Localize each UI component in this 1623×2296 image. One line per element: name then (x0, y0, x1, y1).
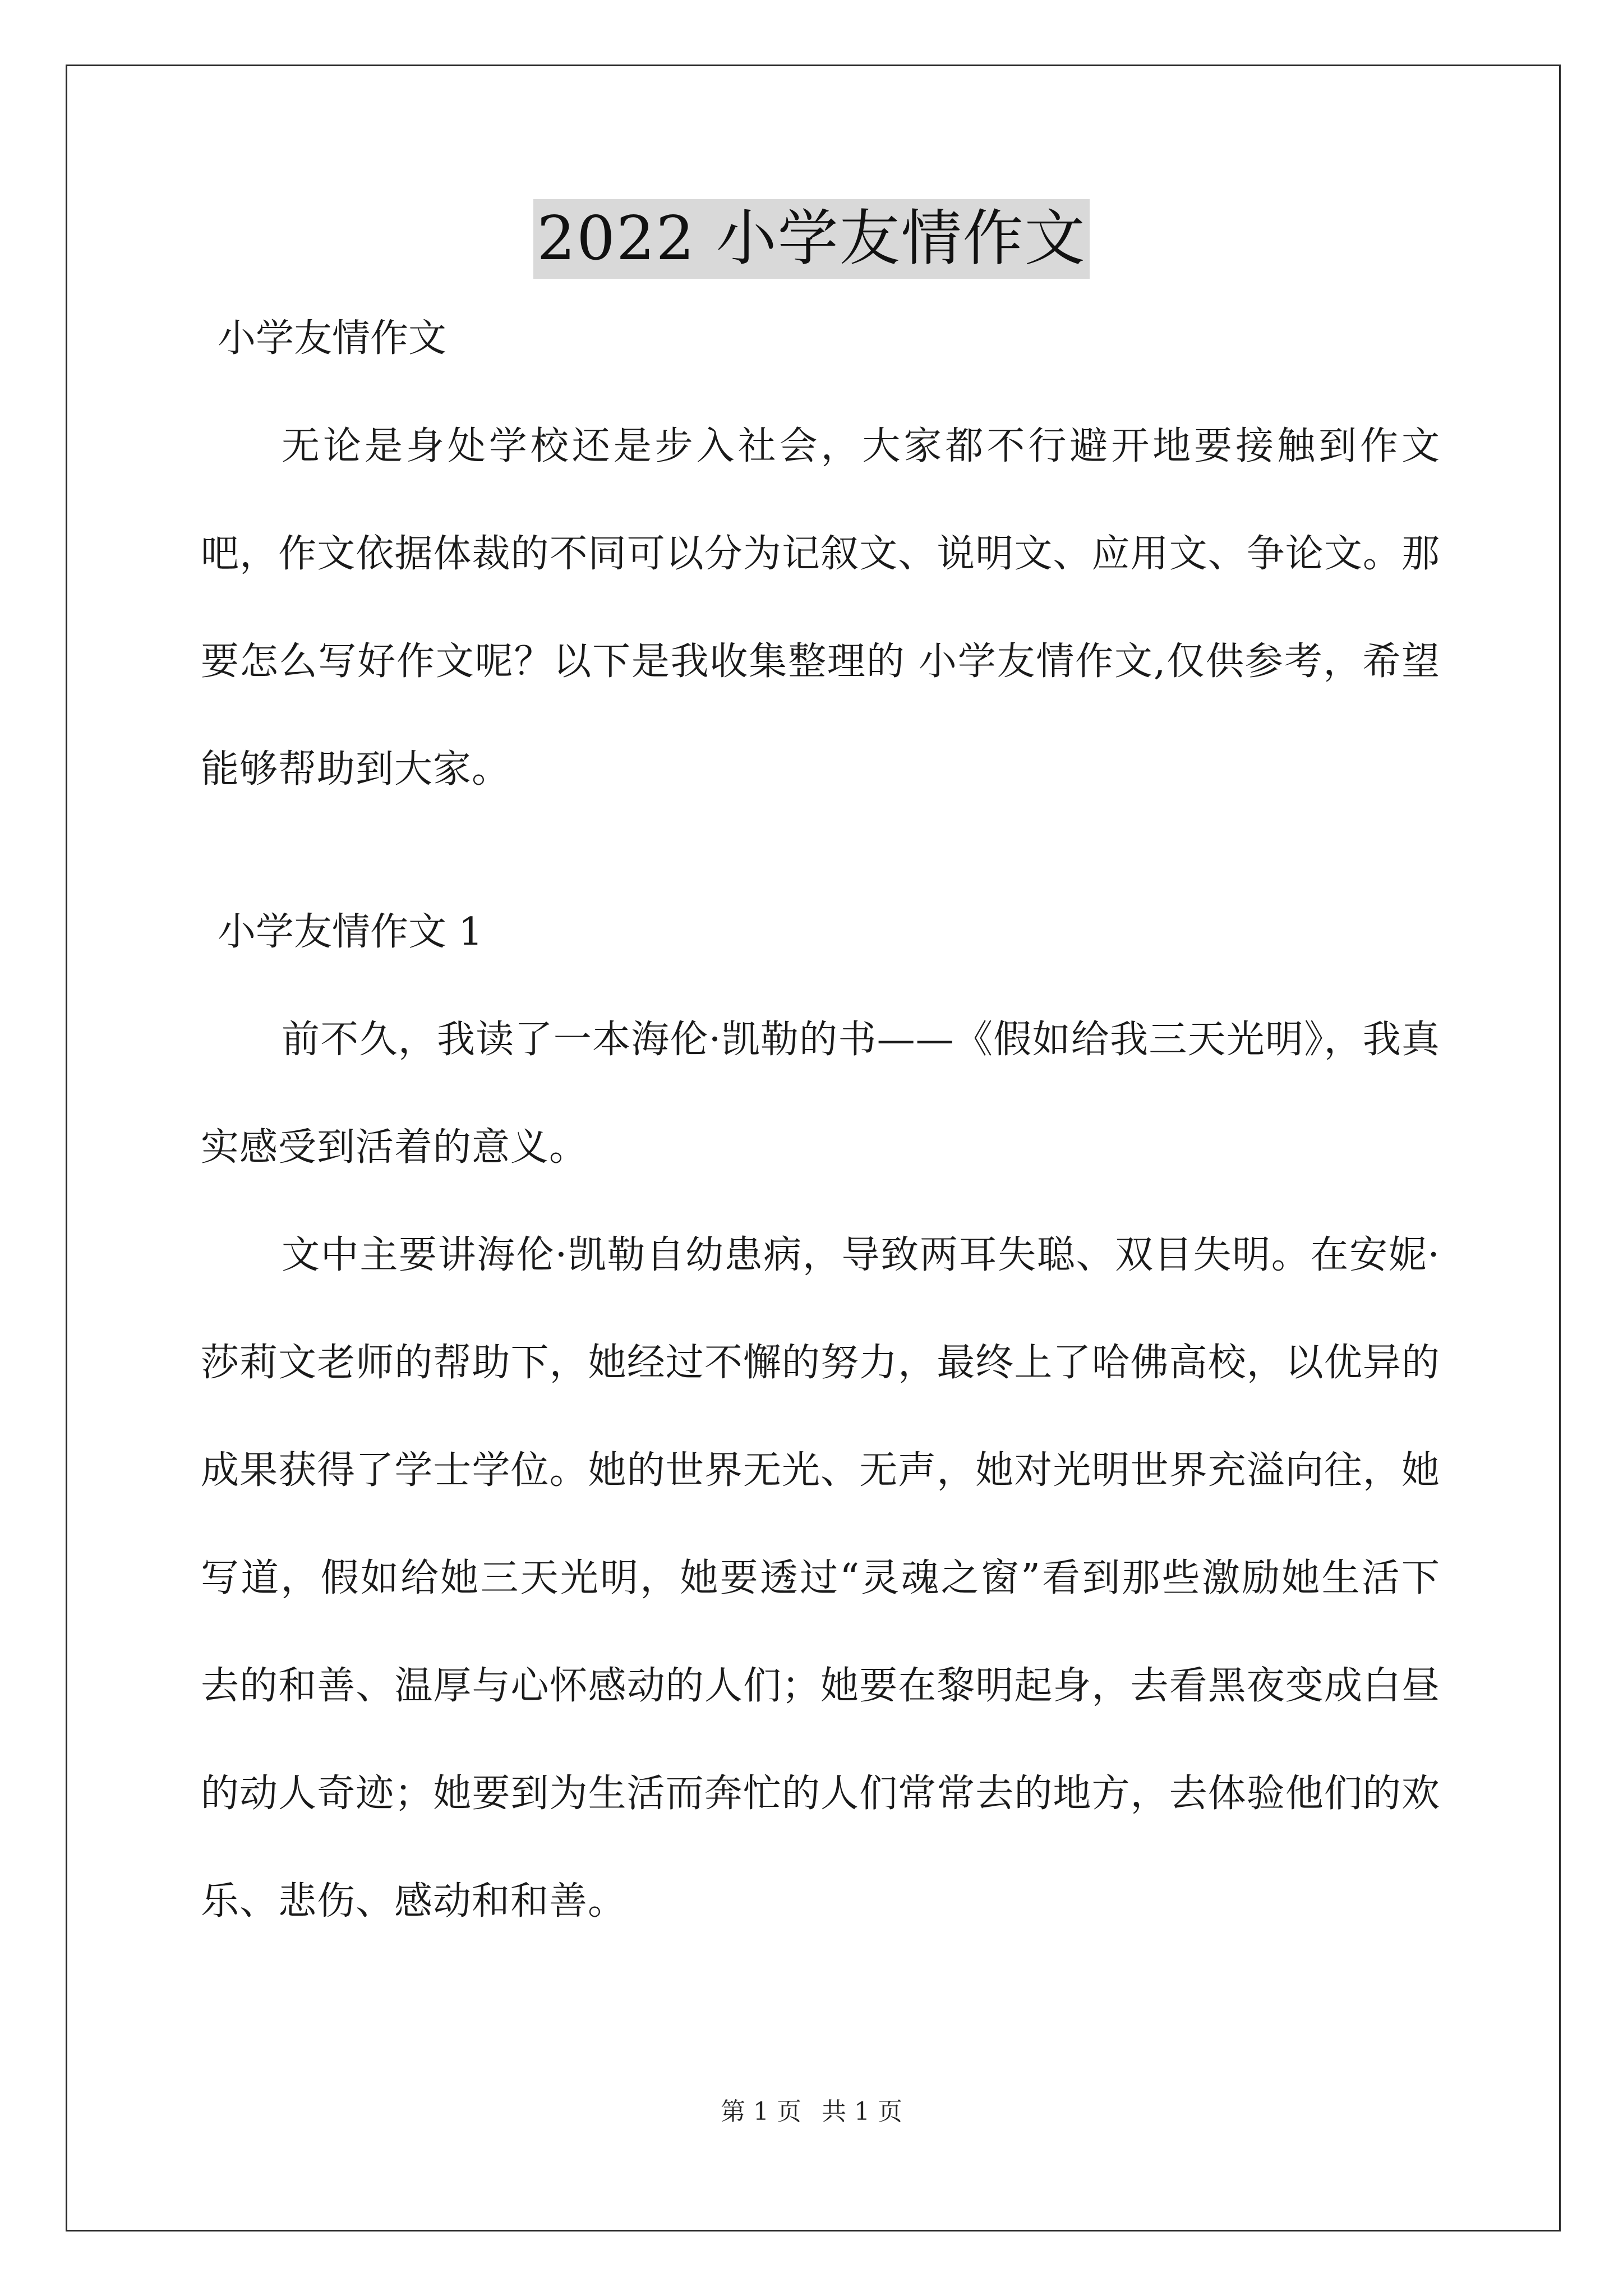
document-body (201, 311, 1440, 1955)
page-total: 共 1 页 (822, 2097, 902, 2126)
spacer (201, 960, 1440, 986)
section1-paragraph: 文中主要讲海伦·凯勒自幼患病，导致两耳失聪、双目失明。在安妮·莎莉文老师的帮助下，她经过不懈的努力，最终上了哈佛高校，以优异的成果获得了学士学位。她的世界无光、无声，她对光明世界充溢向往，她写道，假如给她三天光明，她要透过“灵魂之窗”看到那些激励她生活下去的和善、温厚与心怀感动的人们；她要在黎明起身，去看黑夜变成白昼的动人奇迹；她要到为生活而奔忙的人们常常去的地方，去体验他们的欢乐、悲伤、感动和和善。 (201, 1233, 1440, 1924)
spacer (201, 823, 1440, 905)
spacer (201, 366, 1440, 393)
title-container (0, 199, 1623, 279)
document-title: 2022 小学友情作文 (533, 199, 1089, 279)
section1-heading: 小学友情作文 1 (218, 910, 483, 954)
intro-heading: 小学友情作文 (218, 316, 447, 361)
intro-paragraph: 无论是身处学校还是步入社会，大家都不行避开地要接触到作文吧，作文依据体裁的不同可以分为记叙文、说明文、应用文、争论文。那要怎么写好作文呢？以下是我收集整理的 小学友情作文,仅供参考，希望能够帮助到大家。 (201, 424, 1440, 792)
section1-paragraph: 前不久，我读了一本海伦·凯勒的书——《假如给我三天光明》，我真实感受到活着的意义。 (201, 1018, 1440, 1170)
page-number: 第 1 页 (721, 2097, 801, 2126)
page-footer (0, 2095, 1623, 2129)
